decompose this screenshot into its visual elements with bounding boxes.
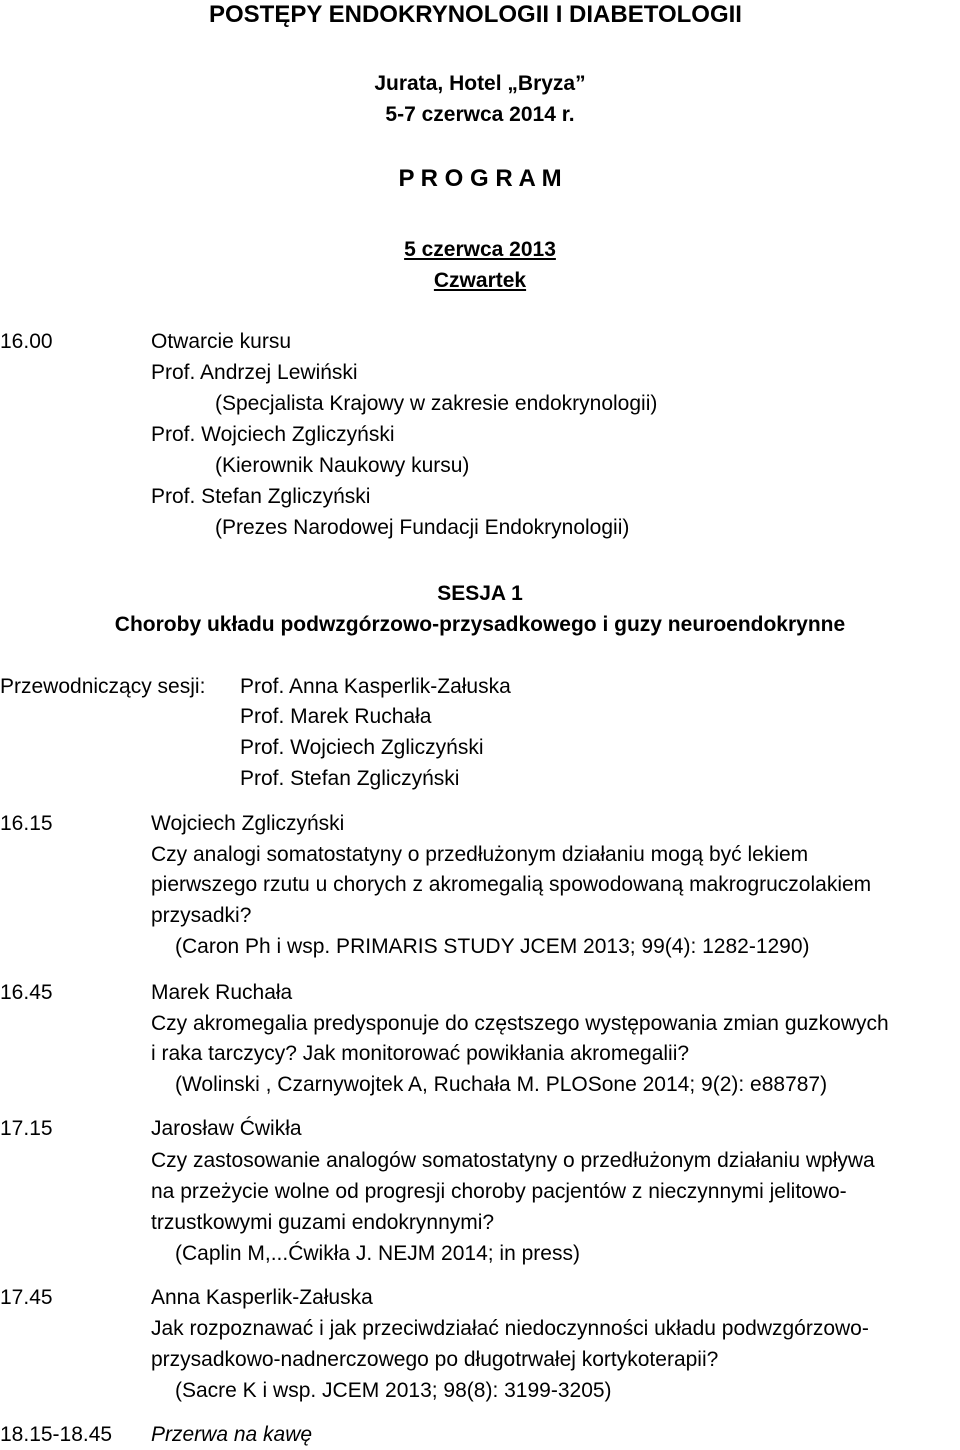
- opening-person-name: Prof. Stefan Zgliczyński: [151, 485, 371, 508]
- session-chair: Prof. Stefan Zgliczyński: [240, 767, 460, 790]
- talk-time: 16.45: [0, 981, 53, 1004]
- session-label: SESJA 1: [437, 582, 523, 605]
- session-chairs-label: Przewodniczący sesji:: [0, 675, 206, 698]
- talk-title-line: i raka tarczycy? Jak monitorować powikłania akromegalii?: [151, 1042, 690, 1065]
- opening-person-role: (Kierownik Naukowy kursu): [215, 454, 470, 477]
- session-chair: Prof. Marek Ruchała: [240, 705, 432, 728]
- day-date: 5 czerwca 2013: [404, 238, 556, 261]
- document-title: POSTĘPY ENDOKRYNOLOGII I DIABETOLOGII: [209, 1, 742, 28]
- break-time: 18.15-18.45: [0, 1423, 113, 1446]
- venue: Jurata, Hotel „Bryza”: [374, 72, 586, 95]
- talk-title-line: Jak rozpoznawać i jak przeciwdziałać niedoczynności układu podwzgórzowo-: [151, 1317, 869, 1340]
- session-chair: Prof. Wojciech Zgliczyński: [240, 736, 484, 759]
- opening-person-name: Prof. Wojciech Zgliczyński: [151, 423, 395, 446]
- talk-title-line: Czy analogi somatostatyny o przedłużonym działaniu mogą być lekiem: [151, 843, 809, 866]
- opening-time: 16.00: [0, 330, 53, 353]
- opening-person-role: (Specjalista Krajowy w zakresie endokrynologii): [215, 392, 658, 415]
- talk-speaker: Marek Ruchała: [151, 981, 293, 1004]
- event-dates: 5-7 czerwca 2014 r.: [385, 103, 575, 126]
- talk-title-line: przysadki?: [151, 904, 252, 927]
- talk-title-line: Czy zastosowanie analogów somatostatyny o przedłużonym działaniu wpływa: [151, 1149, 875, 1172]
- opening-title: Otwarcie kursu: [151, 330, 292, 353]
- program-heading: P R O G R A M: [398, 165, 562, 192]
- talk-speaker: Anna Kasperlik-Załuska: [151, 1286, 373, 1309]
- talk-time: 16.15: [0, 812, 53, 835]
- talk-reference: (Caplin M,...Ćwikła J. NEJM 2014; in press): [175, 1242, 580, 1265]
- break-label: Przerwa na kawę: [151, 1423, 313, 1446]
- day-name: Czwartek: [433, 269, 527, 292]
- talk-title-line: pierwszego rzutu u chorych z akromegalią spowodowaną makrogruczolakiem: [151, 873, 872, 896]
- talk-title-line: przysadkowo-nadnerczowego po długotrwałej kortykoterapii?: [151, 1348, 719, 1371]
- talk-reference: (Wolinski , Czarnywojtek A, Ruchała M. PLOSone 2014; 9(2): e88787): [175, 1073, 828, 1096]
- talk-time: 17.45: [0, 1286, 53, 1309]
- talk-title-line: trzustkowymi guzami endokrynnymi?: [151, 1211, 495, 1234]
- talk-speaker: Wojciech Zgliczyński: [151, 812, 345, 835]
- talk-reference: (Sacre K i wsp. JCEM 2013; 98(8): 3199-3205): [175, 1379, 612, 1402]
- talk-speaker: Jarosław Ćwikła: [151, 1117, 302, 1140]
- session-title: Choroby układu podwzgórzowo-przysadkowego i guzy neuroendokrynne: [114, 613, 846, 636]
- session-chair: Prof. Anna Kasperlik-Załuska: [240, 675, 511, 698]
- talk-time: 17.15: [0, 1117, 53, 1140]
- talk-title-line: Czy akromegalia predysponuje do częstszego występowania zmian guzkowych: [151, 1012, 889, 1035]
- talk-title-line: na przeżycie wolne od progresji choroby pacjentów z nieczynnymi jelitowo-: [151, 1180, 847, 1203]
- talk-reference: (Caron Ph i wsp. PRIMARIS STUDY JCEM 2013; 99(4): 1282-1290): [175, 935, 810, 958]
- opening-person-role: (Prezes Narodowej Fundacji Endokrynologii): [215, 516, 630, 539]
- opening-person-name: Prof. Andrzej Lewiński: [151, 361, 358, 384]
